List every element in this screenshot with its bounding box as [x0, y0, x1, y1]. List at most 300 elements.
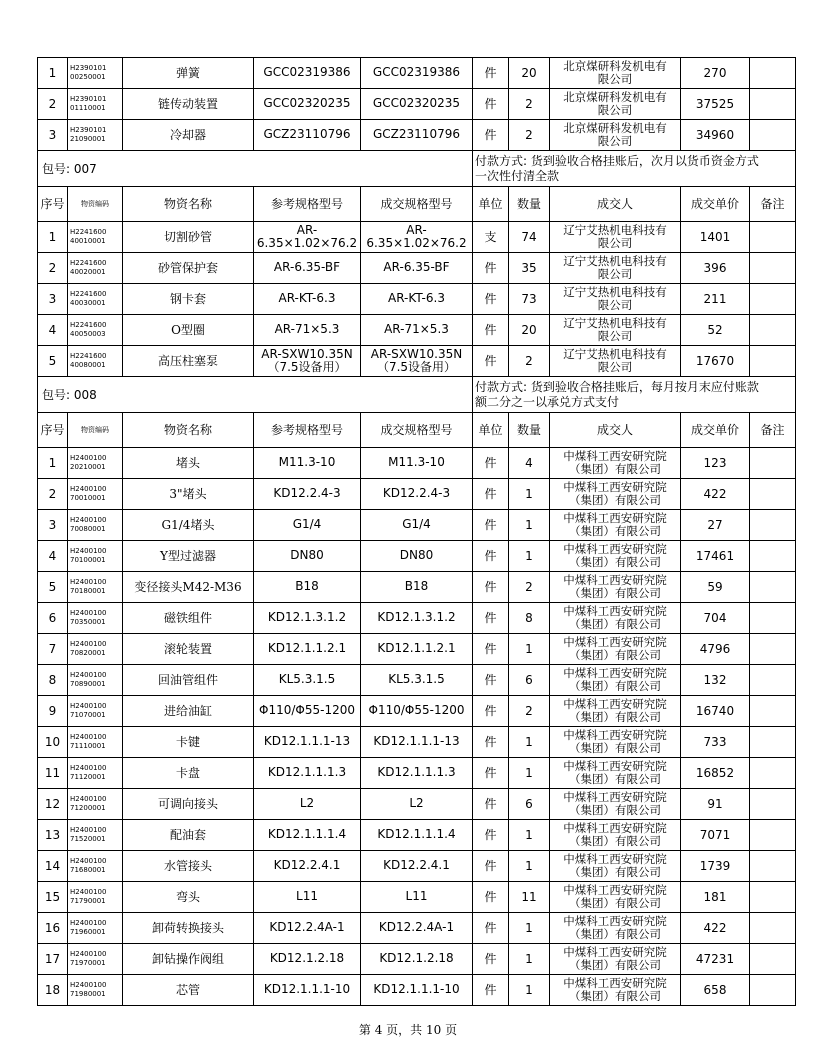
- supplier-cell-line: 中煤科工西安研究院: [563, 759, 667, 773]
- unit-cell: 件: [473, 479, 509, 510]
- table-row: [38, 315, 796, 346]
- table-row: [38, 820, 796, 851]
- material-code-cell-line: 70180001: [70, 587, 106, 595]
- material-code-cell: [68, 696, 123, 727]
- qty-cell: 20: [509, 315, 550, 346]
- deal-spec-cell: [361, 975, 473, 1006]
- material-name-cell: 弹簧: [123, 58, 254, 89]
- supplier-cell: [550, 634, 681, 665]
- unit-cell: 件: [473, 758, 509, 789]
- deal-spec-cell: [361, 510, 473, 541]
- supplier-cell-line: 中煤科工西安研究院: [563, 697, 667, 711]
- table-row: [38, 665, 796, 696]
- material-code-cell-line: H2241600: [70, 352, 107, 360]
- note-cell: [750, 727, 796, 758]
- material-code-cell-line: H2400100: [70, 888, 107, 896]
- procurement-results-table: [37, 57, 796, 1006]
- unit-price-cell: 422: [681, 479, 750, 510]
- table-row: [38, 346, 796, 377]
- unit-price-cell: 37525: [681, 89, 750, 120]
- material-name-cell: 堵头: [123, 448, 254, 479]
- qty-cell: 2: [509, 696, 550, 727]
- material-code-cell: [68, 665, 123, 696]
- material-name-cell: 滚轮装置: [123, 634, 254, 665]
- ref-spec-cell: [254, 820, 361, 851]
- deal-spec-cell: [361, 572, 473, 603]
- ref-spec-cell-line: KL5.3.1.5: [278, 672, 336, 687]
- unit-cell: 件: [473, 851, 509, 882]
- ref-spec-cell-line: L2: [299, 796, 315, 811]
- ref-spec-cell-line: M11.3-10: [278, 455, 336, 470]
- seq-cell: 14: [38, 851, 68, 882]
- ref-spec-cell: [254, 665, 361, 696]
- material-name-cell: 进给油缸: [123, 696, 254, 727]
- deal-spec-cell: [361, 541, 473, 572]
- supplier-cell-line: （集团）有限公司: [569, 865, 661, 879]
- ref-spec-cell: [254, 758, 361, 789]
- seq-cell: 8: [38, 665, 68, 696]
- deal-spec-cell: [361, 727, 473, 758]
- ref-spec-cell: [254, 727, 361, 758]
- unit-cell: 件: [473, 882, 509, 913]
- supplier-cell-line: 辽宁艾热机电科技有: [563, 285, 667, 299]
- ref-spec-cell: [254, 851, 361, 882]
- table-row: [38, 789, 796, 820]
- qty-cell: 74: [509, 222, 550, 253]
- unit-cell: 件: [473, 120, 509, 151]
- deal-spec-cell-line: KD12.1.3.1.2: [377, 610, 456, 625]
- supplier-cell: [550, 541, 681, 572]
- material-code-cell-line: H2400100: [70, 547, 107, 555]
- material-code-cell-line: 71070001: [70, 711, 106, 719]
- package-label: 包号: 008: [38, 377, 473, 413]
- material-name-cell: 磁铁组件: [123, 603, 254, 634]
- material-code-cell: [68, 572, 123, 603]
- material-code-cell-line: H2400100: [70, 950, 107, 958]
- qty-cell: 6: [509, 665, 550, 696]
- material-code-cell-line: 70100001: [70, 556, 106, 564]
- deal-spec-cell: [361, 820, 473, 851]
- material-code-cell-line: H2241600: [70, 290, 107, 298]
- seq-cell: 2: [38, 89, 68, 120]
- unit-price-cell: 396: [681, 253, 750, 284]
- table-row: [38, 58, 796, 89]
- note-cell: [750, 665, 796, 696]
- deal-spec-cell-line: AR-: [406, 222, 427, 237]
- ref-spec-cell-line: GCC02320235: [263, 96, 351, 111]
- qty-cell: 1: [509, 975, 550, 1006]
- unit-cell: 件: [473, 789, 509, 820]
- ref-spec-cell: [254, 315, 361, 346]
- seq-cell: 1: [38, 58, 68, 89]
- note-cell: [750, 882, 796, 913]
- ref-spec-cell-line: DN80: [290, 548, 324, 563]
- unit-price-cell: 704: [681, 603, 750, 634]
- unit-price-cell: 47231: [681, 944, 750, 975]
- unit-price-cell: 52: [681, 315, 750, 346]
- unit-price-cell: 16740: [681, 696, 750, 727]
- ref-spec-cell-line: （7.5设备用）: [267, 360, 347, 374]
- unit-cell: 件: [473, 603, 509, 634]
- deal-spec-cell: [361, 696, 473, 727]
- supplier-cell-line: （集团）有限公司: [569, 617, 661, 631]
- material-code-cell-line: H2400100: [70, 795, 107, 803]
- supplier-cell-line: 中煤科工西安研究院: [563, 449, 667, 463]
- qty-cell: 8: [509, 603, 550, 634]
- header-unit: 单位: [473, 187, 509, 222]
- unit-cell: 件: [473, 944, 509, 975]
- material-name-cell: 可调向接头: [123, 789, 254, 820]
- deal-spec-cell: [361, 758, 473, 789]
- table-row: [38, 572, 796, 603]
- unit-cell: 件: [473, 510, 509, 541]
- material-code-cell-line: H2390101: [70, 95, 107, 103]
- ref-spec-cell-line: KD12.1.1.1.3: [267, 765, 347, 780]
- qty-cell: 2: [509, 346, 550, 377]
- material-code-cell-line: 40020001: [70, 268, 106, 276]
- note-cell: [750, 603, 796, 634]
- note-cell: [750, 222, 796, 253]
- material-code-cell: [68, 346, 123, 377]
- material-code-cell: [68, 58, 123, 89]
- deal-spec-cell: [361, 284, 473, 315]
- supplier-cell-line: （集团）有限公司: [569, 834, 661, 848]
- deal-spec-cell-line: KD12.2.4A-1: [378, 920, 455, 935]
- ref-spec-cell-line: AR-71×5.3: [274, 322, 340, 337]
- material-code-cell: [68, 789, 123, 820]
- header-ref-spec: 参考规格型号: [254, 187, 361, 222]
- table-row: [38, 975, 796, 1006]
- deal-spec-cell-line: 6.35×1.02×76.2: [366, 236, 467, 250]
- deal-spec-cell-line: KD12.2.4-3: [382, 486, 451, 501]
- deal-spec-cell: [361, 346, 473, 377]
- supplier-cell-line: 中煤科工西安研究院: [563, 728, 667, 742]
- qty-cell: 6: [509, 789, 550, 820]
- qty-cell: 1: [509, 727, 550, 758]
- note-cell: [750, 820, 796, 851]
- seq-cell: 2: [38, 253, 68, 284]
- supplier-cell-line: 限公司: [597, 103, 633, 117]
- deal-spec-cell-line: B18: [404, 579, 429, 594]
- table-row: [38, 448, 796, 479]
- table-row: [38, 222, 796, 253]
- page-number: 第 4 页，共 10 页: [358, 1023, 458, 1037]
- material-code-cell: [68, 120, 123, 151]
- material-code-cell-line: 71200001: [70, 804, 106, 812]
- material-code-cell-line: 71120001: [70, 773, 106, 781]
- payment-terms-line: 付款方式: 货到验收合格挂账后，次月以货币资金方式: [475, 153, 759, 168]
- deal-spec-cell-line: KD12.1.2.18: [379, 951, 454, 966]
- note-cell: [750, 448, 796, 479]
- qty-cell: 1: [509, 479, 550, 510]
- material-code-cell-line: 40030001: [70, 299, 106, 307]
- unit-cell: 件: [473, 346, 509, 377]
- qty-cell: 1: [509, 944, 550, 975]
- table-row: [38, 510, 796, 541]
- material-name-cell: O型圈: [123, 315, 254, 346]
- ref-spec-cell-line: AR-SXW10.35N: [261, 346, 353, 361]
- material-code-cell: [68, 758, 123, 789]
- material-code-cell-line: 40080001: [70, 361, 106, 369]
- header-qty: 数量: [509, 413, 550, 448]
- ref-spec-cell: [254, 696, 361, 727]
- unit-cell: 件: [473, 253, 509, 284]
- ref-spec-cell-line: GCC02319386: [263, 65, 351, 80]
- material-code-cell: [68, 975, 123, 1006]
- qty-cell: 1: [509, 510, 550, 541]
- header-name: 物资名称: [123, 413, 254, 448]
- material-code-cell: [68, 510, 123, 541]
- seq-cell: 3: [38, 510, 68, 541]
- material-code-cell-line: 70350001: [70, 618, 106, 626]
- header-note: 备注: [750, 187, 796, 222]
- supplier-cell-line: 北京煤研科发机电有: [563, 59, 667, 73]
- deal-spec-cell: [361, 253, 473, 284]
- material-code-cell-line: H2400100: [70, 516, 107, 524]
- material-code-cell-line: 71520001: [70, 835, 106, 843]
- ref-spec-cell-line: G1/4: [292, 517, 322, 532]
- material-code-cell-line: H2390101: [70, 126, 107, 134]
- note-cell: [750, 541, 796, 572]
- supplier-cell-line: 中煤科工西安研究院: [563, 945, 667, 959]
- qty-cell: 4: [509, 448, 550, 479]
- unit-price-cell: 34960: [681, 120, 750, 151]
- supplier-cell: [550, 479, 681, 510]
- deal-spec-cell: [361, 603, 473, 634]
- supplier-cell-line: （集团）有限公司: [569, 493, 661, 507]
- ref-spec-cell: [254, 222, 361, 253]
- seq-cell: 17: [38, 944, 68, 975]
- deal-spec-cell: [361, 851, 473, 882]
- ref-spec-cell-line: 6.35×1.02×76.2: [256, 236, 358, 250]
- ref-spec-cell-line: GCZ23110796: [263, 127, 351, 142]
- unit-price-cell: 132: [681, 665, 750, 696]
- unit-cell: 件: [473, 541, 509, 572]
- header-code: 物资编码: [68, 413, 123, 448]
- table-row: [38, 253, 796, 284]
- material-code-cell: [68, 448, 123, 479]
- ref-spec-cell: [254, 634, 361, 665]
- material-name-cell: 砂管保护套: [123, 253, 254, 284]
- supplier-cell-line: 限公司: [597, 329, 633, 343]
- qty-cell: 11: [509, 882, 550, 913]
- supplier-cell-line: 中煤科工西安研究院: [563, 914, 667, 928]
- unit-cell: 件: [473, 727, 509, 758]
- deal-spec-cell: [361, 222, 473, 253]
- material-code-cell: [68, 253, 123, 284]
- deal-spec-cell: [361, 120, 473, 151]
- material-name-cell: 变径接头M42-M36: [123, 572, 254, 603]
- material-name-cell: 卡键: [123, 727, 254, 758]
- deal-spec-cell-line: G1/4: [402, 517, 431, 532]
- material-code-cell-line: 71970001: [70, 959, 106, 967]
- ref-spec-cell: [254, 479, 361, 510]
- deal-spec-cell-line: L11: [405, 889, 428, 904]
- supplier-cell: [550, 222, 681, 253]
- material-code-cell-line: H2400100: [70, 485, 107, 493]
- seq-cell: 3: [38, 284, 68, 315]
- supplier-cell-line: 辽宁艾热机电科技有: [563, 316, 667, 330]
- deal-spec-cell: [361, 58, 473, 89]
- seq-cell: 7: [38, 634, 68, 665]
- deal-spec-cell: [361, 315, 473, 346]
- note-cell: [750, 284, 796, 315]
- material-code-cell-line: 71790001: [70, 897, 106, 905]
- header-price: 成交单价: [681, 187, 750, 222]
- material-name-cell: G1/4堵头: [123, 510, 254, 541]
- material-code-cell-line: H2400100: [70, 671, 107, 679]
- table-row: [38, 479, 796, 510]
- ref-spec-cell: [254, 58, 361, 89]
- material-code-cell: [68, 222, 123, 253]
- header-note: 备注: [750, 413, 796, 448]
- deal-spec-cell-line: KD12.2.4.1: [383, 858, 450, 873]
- deal-spec-cell: [361, 665, 473, 696]
- material-name-cell: 3"堵头: [123, 479, 254, 510]
- supplier-cell-line: 限公司: [597, 236, 633, 250]
- unit-price-cell: 123: [681, 448, 750, 479]
- header-party: 成交人: [550, 413, 681, 448]
- note-cell: [750, 975, 796, 1006]
- note-cell: [750, 913, 796, 944]
- unit-price-cell: 91: [681, 789, 750, 820]
- material-code-cell-line: H2241600: [70, 259, 107, 267]
- ref-spec-cell-line: KD12.1.1.1-10: [263, 982, 351, 997]
- seq-cell: 10: [38, 727, 68, 758]
- unit-price-cell: 27: [681, 510, 750, 541]
- deal-spec-cell-line: AR-SXW10.35N: [370, 346, 463, 361]
- unit-cell: 件: [473, 634, 509, 665]
- note-cell: [750, 58, 796, 89]
- material-code-cell-line: 71680001: [70, 866, 106, 874]
- ref-spec-cell-line: KD12.1.2.18: [269, 951, 345, 966]
- ref-spec-cell: [254, 541, 361, 572]
- note-cell: [750, 479, 796, 510]
- note-cell: [750, 253, 796, 284]
- ref-spec-cell: [254, 944, 361, 975]
- table-row: [38, 89, 796, 120]
- material-name-cell: 卸荷转换接头: [123, 913, 254, 944]
- supplier-cell: [550, 572, 681, 603]
- supplier-cell-line: 限公司: [597, 72, 633, 86]
- supplier-cell-line: （集团）有限公司: [569, 741, 661, 755]
- qty-cell: 20: [509, 58, 550, 89]
- supplier-cell-line: （集团）有限公司: [569, 586, 661, 600]
- deal-spec-cell-line: AR-KT-6.3: [388, 291, 445, 306]
- table-body: [38, 58, 796, 1006]
- note-cell: [750, 758, 796, 789]
- qty-cell: 1: [509, 541, 550, 572]
- qty-cell: 1: [509, 758, 550, 789]
- header-deal-spec: 成交规格型号: [361, 413, 473, 448]
- supplier-cell-line: （集团）有限公司: [569, 772, 661, 786]
- supplier-cell-line: 中煤科工西安研究院: [563, 666, 667, 680]
- ref-spec-cell-line: KD12.1.3.1.2: [267, 610, 347, 625]
- deal-spec-cell: [361, 448, 473, 479]
- supplier-cell: [550, 882, 681, 913]
- supplier-cell: [550, 789, 681, 820]
- table-row: [38, 727, 796, 758]
- ref-spec-cell-line: KD12.2.4A-1: [269, 920, 345, 935]
- ref-spec-cell: [254, 882, 361, 913]
- deal-spec-cell-line: KD12.1.1.1-13: [373, 734, 460, 749]
- material-code-cell-line: 70010001: [70, 494, 106, 502]
- unit-cell: 支: [473, 222, 509, 253]
- supplier-cell: [550, 758, 681, 789]
- material-code-cell-line: H2400100: [70, 454, 107, 462]
- deal-spec-cell-line: KD12.1.1.2.1: [377, 641, 456, 656]
- material-code-cell: [68, 634, 123, 665]
- supplier-cell-line: 中煤科工西安研究院: [563, 883, 667, 897]
- supplier-cell: [550, 89, 681, 120]
- ref-spec-cell: [254, 448, 361, 479]
- supplier-cell-line: （集团）有限公司: [569, 462, 661, 476]
- material-code-cell-line: H2400100: [70, 640, 107, 648]
- supplier-cell-line: 中煤科工西安研究院: [563, 604, 667, 618]
- unit-price-cell: 17670: [681, 346, 750, 377]
- material-code-cell: [68, 284, 123, 315]
- seq-cell: 6: [38, 603, 68, 634]
- table-row: [38, 603, 796, 634]
- unit-price-cell: 1739: [681, 851, 750, 882]
- qty-cell: 2: [509, 572, 550, 603]
- qty-cell: 1: [509, 634, 550, 665]
- supplier-cell-line: （集团）有限公司: [569, 958, 661, 972]
- seq-cell: 13: [38, 820, 68, 851]
- material-code-cell: [68, 882, 123, 913]
- material-code-cell-line: 01110001: [70, 104, 106, 112]
- qty-cell: 2: [509, 89, 550, 120]
- unit-cell: 件: [473, 58, 509, 89]
- header-seq: 序号: [38, 413, 68, 448]
- unit-price-cell: 1401: [681, 222, 750, 253]
- supplier-cell-line: （集团）有限公司: [569, 679, 661, 693]
- ref-spec-cell-line: KD12.2.4-3: [273, 486, 341, 501]
- supplier-cell-line: 中煤科工西安研究院: [563, 480, 667, 494]
- supplier-cell-line: 限公司: [597, 298, 633, 312]
- note-cell: [750, 120, 796, 151]
- note-cell: [750, 572, 796, 603]
- qty-cell: 1: [509, 851, 550, 882]
- ref-spec-cell: [254, 346, 361, 377]
- material-name-cell: 卡盘: [123, 758, 254, 789]
- material-name-cell: 钢卡套: [123, 284, 254, 315]
- deal-spec-cell: [361, 944, 473, 975]
- unit-cell: 件: [473, 665, 509, 696]
- supplier-cell-line: 限公司: [597, 360, 633, 374]
- material-name-cell: 配油套: [123, 820, 254, 851]
- table-row: [38, 284, 796, 315]
- deal-spec-cell-line: GCC02319386: [372, 65, 461, 80]
- unit-price-cell: 181: [681, 882, 750, 913]
- qty-cell: 73: [509, 284, 550, 315]
- seq-cell: 15: [38, 882, 68, 913]
- table-row: [38, 758, 796, 789]
- seq-cell: 2: [38, 479, 68, 510]
- deal-spec-cell-line: KD12.1.1.1-10: [373, 982, 460, 997]
- supplier-cell-line: （集团）有限公司: [569, 555, 661, 569]
- header-party: 成交人: [550, 187, 681, 222]
- supplier-cell: [550, 696, 681, 727]
- unit-price-cell: 270: [681, 58, 750, 89]
- material-name-cell: 回油管组件: [123, 665, 254, 696]
- qty-cell: 1: [509, 820, 550, 851]
- supplier-cell-line: （集团）有限公司: [569, 710, 661, 724]
- material-code-cell-line: H2400100: [70, 733, 107, 741]
- material-code-cell-line: H2400100: [70, 578, 107, 586]
- table-header-row: [38, 187, 796, 222]
- supplier-cell: [550, 913, 681, 944]
